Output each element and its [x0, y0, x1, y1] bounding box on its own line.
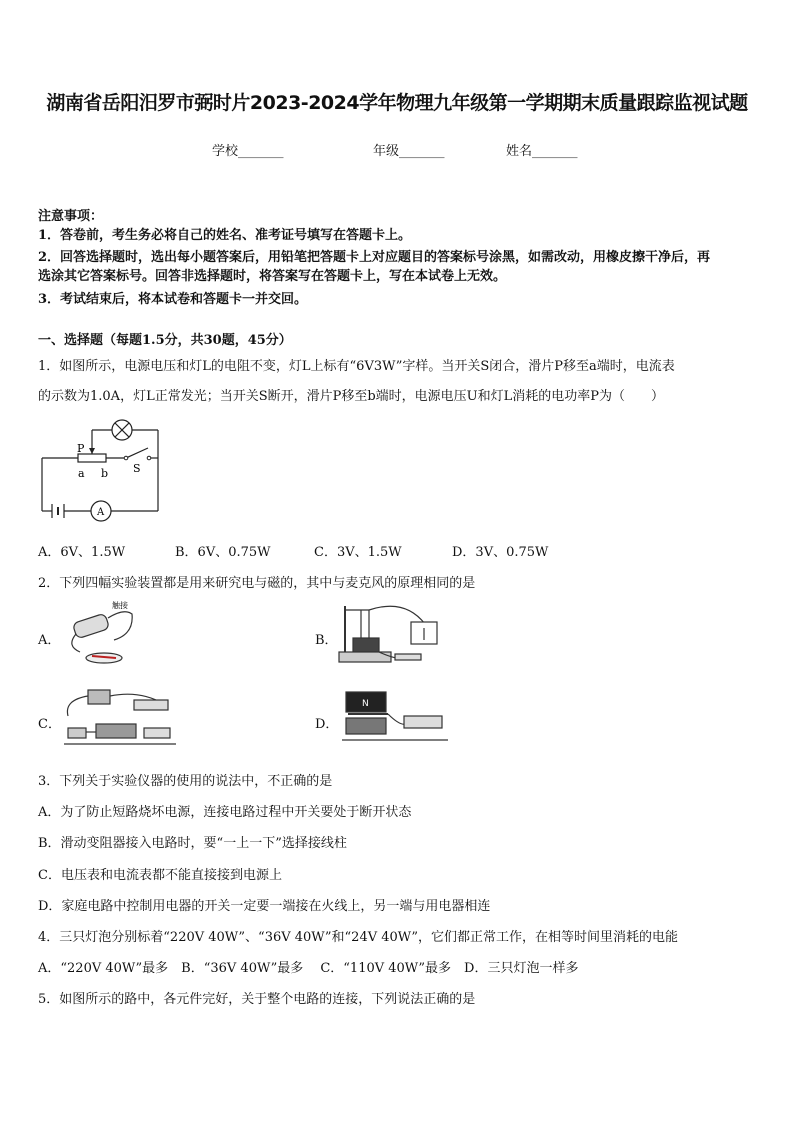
- pole-label: N: [362, 699, 369, 709]
- q3-option-a: A．为了防止短路烧坏电源，连接电路过程中开关要处于断开状态: [38, 805, 412, 820]
- question-4-stem: 4．三只灯泡分别标着“220V 40W”、“36V 40W”和“24V 40W”，它们都正常工作，在相等时间里消耗的电能: [38, 930, 679, 945]
- magnet: [353, 638, 379, 652]
- q1-option-c: C．3V、1.5W: [314, 545, 402, 560]
- label-a: a: [78, 467, 85, 480]
- notice-heading: 注意事项：: [38, 209, 104, 224]
- experiment-figure-b: [335, 600, 445, 668]
- rheostat: [134, 700, 168, 710]
- section-heading: 一、选择题（每题1.5分，共30题，45分）: [38, 333, 292, 348]
- wire: [67, 696, 88, 716]
- q1-option-d: D．3V、0.75W: [452, 545, 549, 560]
- grade-field: 年级_______: [373, 144, 445, 159]
- switch-base: [68, 728, 86, 738]
- experiment-figure-d: [340, 686, 450, 750]
- q3-option-d: D．家庭电路中控制用电器的开关一定要一端接在火线上，另一端与用电器相连: [38, 899, 491, 914]
- notice-item: 1．答卷前，考生务必将自己的姓名、准考证号填写在答题卡上。: [38, 228, 412, 243]
- q2-label-b: B．: [315, 633, 338, 648]
- battery: [88, 690, 110, 704]
- iron-rod: [144, 728, 170, 738]
- coil: [96, 724, 136, 738]
- q2-label-d: D．: [315, 717, 339, 732]
- q4-options: A．“220V 40W”最多 B．“36V 40W”最多 C．“110V 40W”最多 D．三只灯泡一样多: [38, 961, 579, 976]
- magnet-bottom: [346, 718, 386, 734]
- switch-blade: [126, 448, 148, 458]
- switch-contact: [124, 456, 128, 460]
- wire: [388, 714, 406, 724]
- notice-item: 选涂其它答案标号。回答非选择题时，将答案写在答题卡上，写在本试卷上无效。: [38, 269, 507, 284]
- experiment-figure-a: [62, 600, 142, 672]
- q1-option-a: A．6V、1.5W: [38, 545, 126, 560]
- question-1-line2: 的示数为1.0A，灯L正常发光；当开关S断开，滑片P移至b端时，电源电压U和灯L消耗的电功率P为（ ）: [38, 389, 665, 404]
- experiment-figure-c: [60, 686, 180, 750]
- slider-arrow: [89, 448, 95, 454]
- label-p: P: [77, 442, 85, 455]
- q3-option-b: B．滑动变阻器接入电路时，要“一上一下”选择接线柱: [38, 836, 347, 851]
- question-2-stem: 2．下列四幅实验装置都是用来研究电与磁的，其中与麦克风的原理相同的是: [38, 576, 476, 591]
- switch-contact: [147, 456, 151, 460]
- notice-item: 2．回答选择题时，选出每小题答案后，用铅笔把答题卡上对应题目的答案标号涂黑，如需改动，用橡皮擦干净后，再: [38, 250, 711, 265]
- rheostat: [78, 454, 106, 462]
- school-field: 学校_______: [212, 144, 284, 159]
- q1-option-b: B．6V、0.75W: [175, 545, 271, 560]
- touch-label: 触接: [112, 601, 128, 610]
- question-5-stem: 5．如图所示的路中，各元件完好，关于整个电路的连接，下列说法正确的是: [38, 992, 476, 1007]
- label-s: S: [133, 462, 141, 475]
- q2-label-c: C．: [38, 717, 61, 732]
- notice-item: 3．考试结束后，将本试卷和答题卡一并交回。: [38, 292, 308, 307]
- battery-holder: [404, 716, 442, 728]
- name-field: 姓名_______: [506, 144, 578, 159]
- label-b: b: [101, 467, 109, 480]
- question-3-stem: 3．下列关于实验仪器的使用的说法中，不正确的是: [38, 774, 333, 789]
- switch-base: [395, 654, 421, 660]
- coil-tube: [72, 613, 109, 639]
- label-ammeter: A: [97, 507, 105, 518]
- circuit-diagram: [36, 418, 166, 526]
- q2-label-a: A．: [38, 633, 61, 648]
- wire: [369, 606, 425, 624]
- page-title: 湖南省岳阳汨罗市弼时片2023-2024学年物理九年级第一学期期末质量跟踪监视试题: [46, 92, 748, 114]
- wire: [108, 612, 132, 640]
- question-1-line1: 1．如图所示，电源电压和灯L的电阻不变，灯L上标有“6V3W”字样。当开关S闭合，滑片P移至a端时，电流表: [38, 359, 675, 374]
- q3-option-c: C．电压表和电流表都不能直接接到电源上: [38, 868, 282, 883]
